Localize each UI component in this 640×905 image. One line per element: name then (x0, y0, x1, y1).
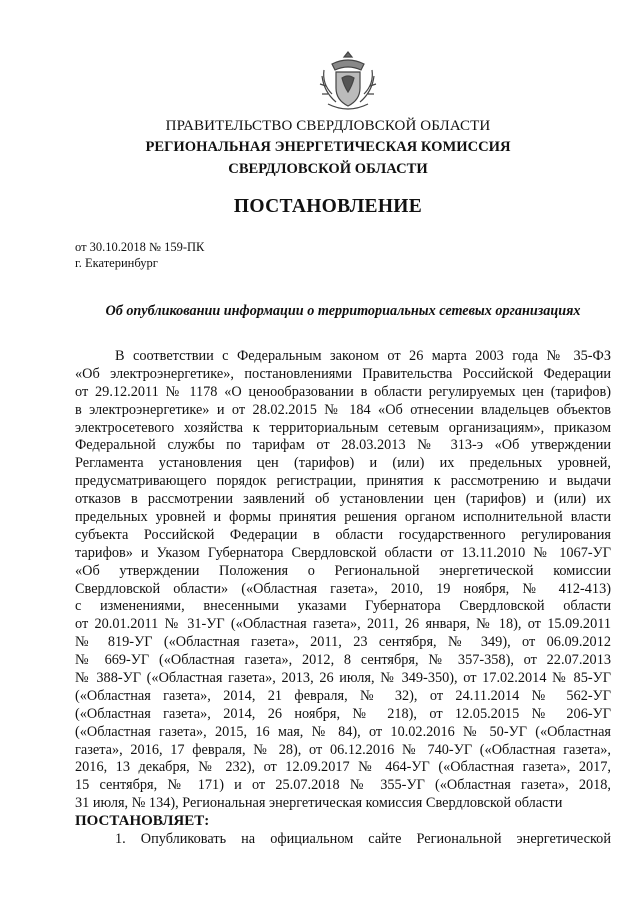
body-line: № 388-УГ («Областная газета», 2013, 26 июля, № 349-350), от 17.02.2014 № 85-УГ (75, 670, 611, 687)
body-line: в электроэнергетике» и от 28.02.2015 № 184 «Об отнесении владельцев объектов (75, 401, 611, 418)
body-line: электросетевого хозяйства к территориальным сетевым организациям», приказом (75, 419, 611, 436)
body-line: Регламента установления цен (тарифов) и (или) их предельных уровней, (75, 455, 611, 472)
commission-name: РЕГИОНАЛЬНАЯ ЭНЕРГЕТИЧЕСКАЯ КОМИССИЯ (145, 139, 511, 155)
document-title: ПОСТАНОВЛЕНИЕ (233, 196, 423, 217)
body-line: тарифов» и Указом Губернатора Свердловской области от 13.11.2010 № 1067-УГ (75, 544, 611, 561)
body-line: Свердловской области» («Областная газета», 2010, 19 ноября, № 412-413) (75, 580, 611, 597)
body-line: 15 сентября, № 171) и от 25.07.2018 № 355-УГ («Областная газета», 2018, (75, 777, 611, 794)
government-name: ПРАВИТЕЛЬСТВО СВЕРДЛОВСКОЙ ОБЛАСТИ (165, 118, 491, 134)
body-line: субъекта Российской Федерации в области государственного регулирования (75, 526, 611, 543)
body-line: с изменениями, внесенными указами Губернатора Свердловской области (75, 598, 611, 615)
item-1: 1. Опубликовать на официальном сайте Региональной энергетической (115, 831, 611, 848)
body-line: («Областная газета», 2014, 21 февраля, № 32), от 24.11.2014 № 562-УГ (75, 687, 611, 704)
body-line: газета», 2016, 17 февраля, № 28), от 06.12.2016 № 740-УГ («Областная газета», (75, 741, 611, 758)
document-body (75, 348, 611, 849)
body-line: «Об утверждении Положения о Региональной энергетической комиссии (75, 562, 611, 579)
body-line: («Областная газета», 2014, 26 ноября, № 218), от 12.05.2015 № 206-УГ (75, 705, 611, 722)
body-line: от 29.12.2011 № 1178 «О ценообразовании в области регулируемых цен (тарифов) (75, 383, 611, 400)
body-line: предельных уровней и формы принятия решения органом исполнительной власти (75, 509, 611, 526)
body-line: от 20.01.2011 № 31-УГ («Областная газета», 2011, 26 января, № 18), от 15.09.2011 (75, 616, 611, 633)
body-line: 31 июля, № 134), Региональная энергетическая комиссия Свердловской области (75, 795, 563, 812)
body-line: «Об электроэнергетике», постановлениями Правительства Российской Федерации (75, 365, 611, 382)
body-line: № 669-УГ («Областная газета», 2012, 8 сентября, № 357-358), от 22.07.2013 (75, 652, 611, 669)
body-line: 2016, 13 декабря, № 232), от 12.09.2017 № 464-УГ («Областная газета», 2017, (75, 759, 611, 776)
body-line: предусматривающего порядок регистрации, принятия к рассмотрению и выдачи (75, 473, 611, 490)
body-line: отказов в рассмотрении заявлений об установлении цен (тарифов) и (или) их (75, 491, 611, 508)
coat-of-arms-icon (318, 50, 378, 112)
commission-region: СВЕРДЛОВСКОЙ ОБЛАСТИ (228, 161, 428, 177)
body-line: («Областная газета», 2015, 16 мая, № 84), от 10.02.2016 № 50-УГ («Областная (75, 723, 611, 740)
document-date-number: от 30.10.2018 № 159-ПК (75, 240, 205, 254)
body-line: Федеральной службы по тарифам от 28.03.2013 № 313-э «Об утверждении (75, 437, 611, 454)
document-heading: Об опубликовании информации о территориальных сетевых организациях (105, 303, 581, 319)
body-line: № 819-УГ («Областная газета», 2011, 23 сентября, № 349), от 06.09.2012 (75, 634, 611, 651)
document-city: г. Екатеринбург (75, 256, 158, 270)
body-line: В соответствии с Федеральным законом от 26 марта 2003 года № 35-ФЗ (115, 348, 611, 364)
resolves-heading: ПОСТАНОВЛЯЕТ: (75, 813, 210, 830)
